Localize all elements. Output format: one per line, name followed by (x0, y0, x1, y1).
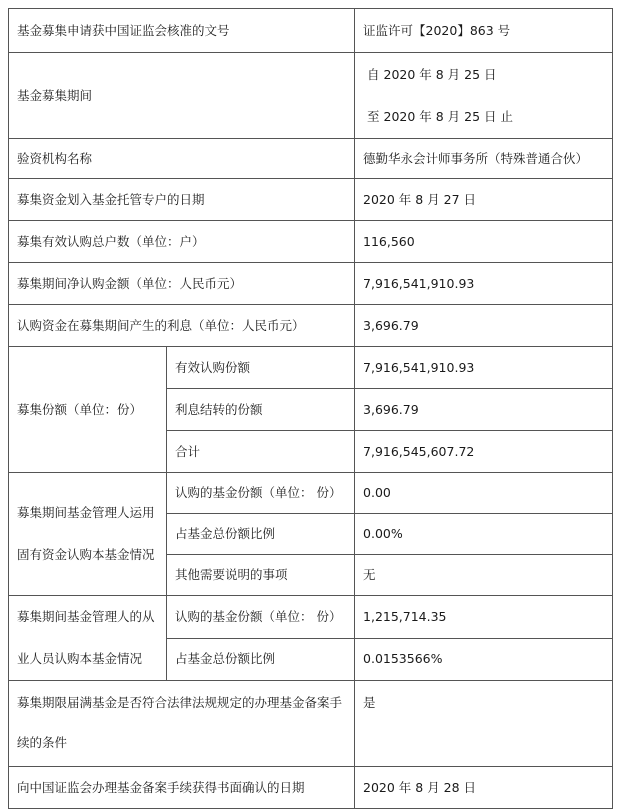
net-amount-value: 7,916,541,910.93 (355, 263, 613, 305)
table-row (9, 473, 613, 514)
fund-info-table (8, 8, 613, 809)
staff-item-value: 0.0153566% (355, 638, 613, 681)
shares-label: 募集份额（单位：份） (9, 347, 167, 473)
shares-item-value: 7,916,541,910.93 (355, 347, 613, 389)
manager-own-item-label: 其他需要说明的事项 (167, 555, 355, 596)
shares-item-label: 有效认购份额 (167, 347, 355, 389)
subscribers-label: 募集有效认购总户数（单位：户） (9, 221, 355, 263)
subscribers-value: 116,560 (355, 221, 613, 263)
staff-item-label: 占基金总份额比例 (167, 638, 355, 681)
period-to: 至 2020 年 8 月 25 日 止 (367, 108, 513, 124)
table-row (9, 139, 613, 179)
approval-no-label: 基金募集申请获中国证监会核准的文号 (9, 9, 355, 53)
table-row (9, 305, 613, 347)
interest-label: 认购资金在募集期间产生的利息（单位：人民币元） (9, 305, 355, 347)
table-row (9, 221, 613, 263)
period-from: 自 2020 年 8 月 25 日 (367, 66, 497, 82)
confirm-date-value: 2020 年 8 月 28 日 (355, 767, 613, 809)
table-row (9, 347, 613, 389)
staff-item-label: 认购的基金份额（单位： 份） (167, 596, 355, 639)
table-row (9, 596, 613, 639)
staff-label: 募集期间基金管理人的从业人员认购本基金情况 (9, 596, 167, 681)
confirm-date-label: 向中国证监会办理基金备案手续获得书面确认的日期 (9, 767, 355, 809)
table-row (9, 9, 613, 53)
table-row (9, 681, 613, 767)
approval-no-value: 证监许可【2020】863 号 (355, 9, 613, 53)
interest-value: 3,696.79 (355, 305, 613, 347)
table-row (9, 767, 613, 809)
manager-own-item-label: 占基金总份额比例 (167, 514, 355, 555)
filing-condition-label: 募集期限届满基金是否符合法律法规规定的办理基金备案手续的条件 (9, 681, 355, 767)
period-value (355, 53, 613, 139)
table-row (9, 263, 613, 305)
manager-own-item-value: 0.00% (355, 514, 613, 555)
shares-item-value: 7,916,545,607.72 (355, 431, 613, 473)
table-row (9, 179, 613, 221)
shares-item-label: 利息结转的份额 (167, 389, 355, 431)
manager-own-item-value: 0.00 (355, 473, 613, 514)
manager-own-item-value: 无 (355, 555, 613, 596)
period-label: 基金募集期间 (9, 53, 355, 139)
shares-item-value: 3,696.79 (355, 389, 613, 431)
shares-item-label: 合计 (167, 431, 355, 473)
transfer-date-label: 募集资金划入基金托管专户的日期 (9, 179, 355, 221)
auditor-label: 验资机构名称 (9, 139, 355, 179)
transfer-date-value: 2020 年 8 月 27 日 (355, 179, 613, 221)
manager-own-label: 募集期间基金管理人运用固有资金认购本基金情况 (9, 473, 167, 596)
manager-own-item-label: 认购的基金份额（单位： 份） (167, 473, 355, 514)
auditor-value: 德勤华永会计师事务所（特殊普通合伙） (355, 139, 613, 179)
staff-item-value: 1,215,714.35 (355, 596, 613, 639)
filing-condition-value: 是 (355, 681, 613, 767)
net-amount-label: 募集期间净认购金额（单位：人民币元） (9, 263, 355, 305)
table-row (9, 53, 613, 139)
